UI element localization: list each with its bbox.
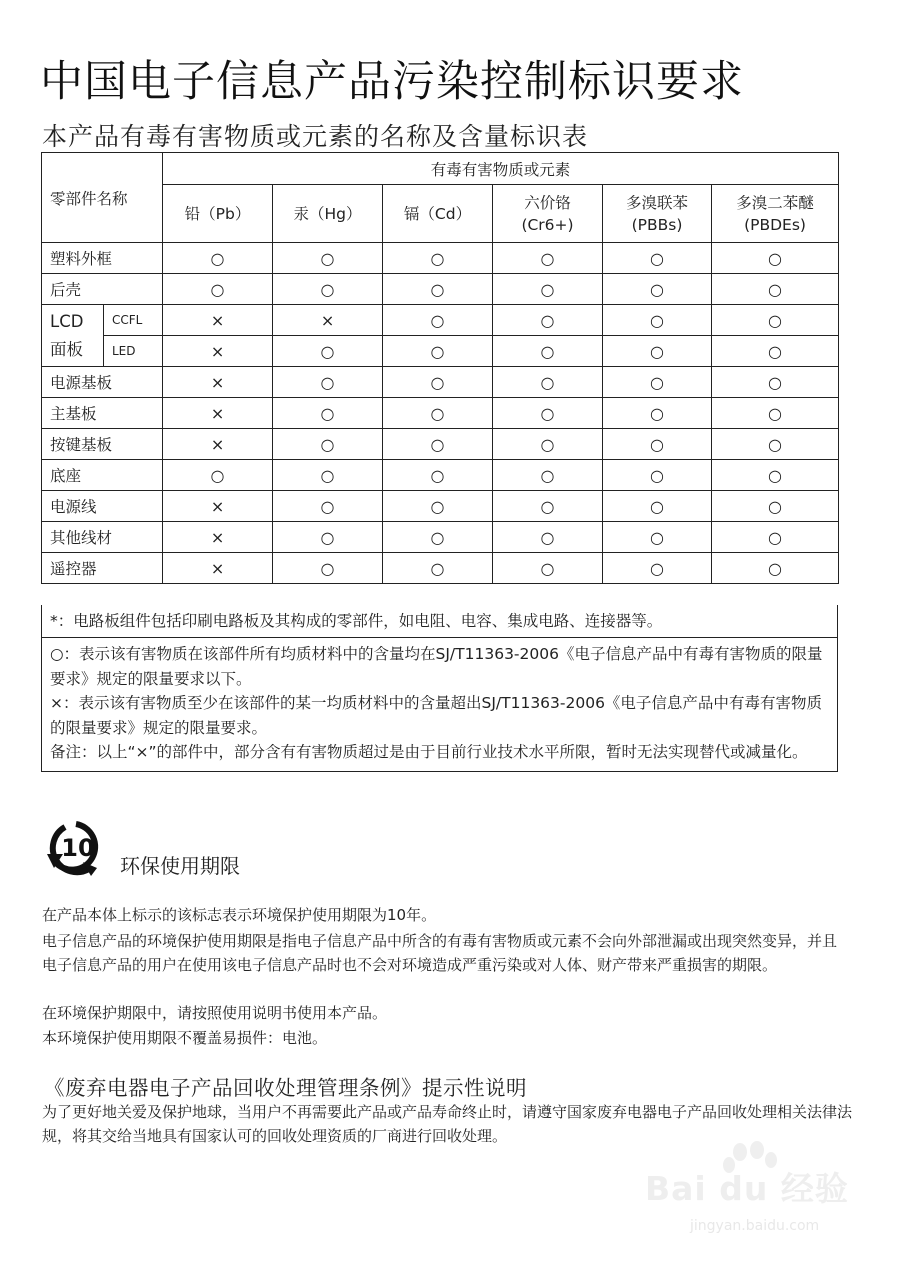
row-label: 底座 [42, 460, 163, 491]
table-row [42, 460, 839, 491]
mark-cell: × [163, 367, 273, 398]
mark-cell: ○ [383, 491, 493, 522]
mark-cell: ○ [603, 491, 712, 522]
mark-cell: ○ [603, 367, 712, 398]
hazardous-substance-table [41, 152, 839, 584]
table-row [42, 305, 839, 336]
row-label: 其他线材 [42, 522, 163, 553]
mark-cell: ○ [273, 522, 383, 553]
mark-cell: ○ [383, 274, 493, 305]
mark-cell: ○ [383, 336, 493, 367]
table-row [42, 336, 839, 367]
mark-cell: × [163, 336, 273, 367]
mark-cell: ○ [493, 460, 603, 491]
recycle-paragraph: 为了更好地关爱及保护地球，当用户不再需要此产品或产品寿命终止时，请遵守国家废弃电器电子产品回收处理相关法律法规，将其交给当地具有国家认可的回收处理资质的厂商进行回收处理。 [42, 1103, 853, 1145]
footnote-star: *：电路板组件包括印刷电路板及其构成的零部件，如电阻、电容、集成电路、连接器等。 [42, 605, 837, 638]
row-label: LED [104, 336, 163, 367]
mark-cell: ○ [273, 460, 383, 491]
mark-cell: ○ [273, 336, 383, 367]
mark-cell: ○ [712, 305, 839, 336]
table-row [42, 398, 839, 429]
row-label: 电源线 [42, 491, 163, 522]
mark-cell: ○ [603, 429, 712, 460]
mark-cell: ○ [603, 243, 712, 274]
mark-cell: ○ [383, 429, 493, 460]
column-header-pb: 铅（Pb） [163, 185, 273, 243]
mark-cell: ○ [603, 522, 712, 553]
mark-cell: ○ [603, 398, 712, 429]
mark-cell: × [163, 491, 273, 522]
section-title-recycle: 《废弃电器电子产品回收处理管理条例》提示性说明 [44, 1076, 527, 1100]
table-row [42, 553, 839, 584]
mark-cell: ○ [273, 429, 383, 460]
mark-cell: ○ [493, 243, 603, 274]
mark-cell: ○ [712, 336, 839, 367]
mark-cell: × [163, 305, 273, 336]
mark-cell: ○ [603, 336, 712, 367]
mark-cell: × [273, 305, 383, 336]
mark-cell: × [163, 522, 273, 553]
mark-cell: ○ [163, 243, 273, 274]
mark-cell: ○ [603, 274, 712, 305]
mark-cell: ○ [383, 460, 493, 491]
mark-cell: ○ [493, 522, 603, 553]
mark-cell: ○ [273, 491, 383, 522]
column-header-cd: 镉（Cd） [383, 185, 493, 243]
mark-cell: ○ [163, 274, 273, 305]
part-name-header: 零部件名称 [42, 153, 163, 243]
mark-cell: ○ [712, 367, 839, 398]
life-paragraph: 在产品本体上标示的该标志表示环境保护使用期限为10年。 [42, 906, 437, 924]
mark-cell: ○ [383, 398, 493, 429]
row-label: 塑料外框 [42, 243, 163, 274]
table-footnotes [41, 605, 838, 772]
mark-cell: × [163, 398, 273, 429]
page-title: 中国电子信息产品污染控制标识要求 [40, 57, 744, 107]
table-row [42, 491, 839, 522]
mark-cell: ○ [163, 460, 273, 491]
mark-cell: ○ [273, 367, 383, 398]
table-row [42, 274, 839, 305]
watermark-url: jingyan.baidu.com [690, 1218, 820, 1234]
life-paragraph: 在环境保护期限中，请按照使用说明书使用本产品。 [42, 1004, 388, 1022]
mark-cell: ○ [273, 243, 383, 274]
life-paragraph: 电子信息产品的环境保护使用期限是指电子信息产品中所含的有毒有害物质或元素不会向外部泄漏或出现突然变异，并且电子信息产品的用户在使用该电子信息产品时也不会对环境造成严重污染或对人体、财产带来严重损害的期限。 [42, 932, 838, 974]
table-row [42, 522, 839, 553]
row-label: 主基板 [42, 398, 163, 429]
mark-cell: ○ [603, 305, 712, 336]
footnote-circle: ○：表示该有害物质在该部件所有均质材料中的含量均在SJ/T11363-2006《电子信息产品中有毒有害物质的限量要求》规定的限量要求以下。 [50, 645, 823, 688]
mark-cell: ○ [273, 274, 383, 305]
mark-cell: × [163, 429, 273, 460]
column-header-cr6: 六价铬 (Cr6+) [493, 185, 603, 243]
row-label: 遥控器 [42, 553, 163, 584]
table-row [42, 367, 839, 398]
mark-cell: ○ [493, 367, 603, 398]
mark-cell: ○ [712, 274, 839, 305]
mark-cell: ○ [383, 553, 493, 584]
row-label: 后壳 [42, 274, 163, 305]
mark-cell: ○ [712, 553, 839, 584]
footnote-cross: ×：表示该有害物质至少在该部件的某一均质材料中的含量超出SJ/T11363-2006《电子信息产品中有毒有害物质的限量要求》规定的限量要求。 [50, 694, 822, 737]
mark-cell: ○ [493, 553, 603, 584]
mark-cell: ○ [603, 553, 712, 584]
mark-cell: ○ [493, 491, 603, 522]
lcd-panel-label: LCD 面板 [42, 305, 104, 367]
mark-cell: × [163, 553, 273, 584]
column-header-pbbs: 多溴联苯 (PBBs) [603, 185, 712, 243]
mark-cell: ○ [383, 367, 493, 398]
section-title-life: 环保使用期限 [120, 854, 240, 878]
mark-cell: ○ [712, 398, 839, 429]
life-paragraph: 本环境保护使用期限不覆盖易损件：电池。 [42, 1029, 328, 1047]
mark-cell: ○ [712, 243, 839, 274]
mark-cell: ○ [493, 429, 603, 460]
logo-number: 10 [61, 834, 95, 862]
mark-cell: ○ [603, 460, 712, 491]
row-label: 电源基板 [42, 367, 163, 398]
column-header-hg: 汞（Hg） [273, 185, 383, 243]
mark-cell: ○ [712, 522, 839, 553]
mark-cell: ○ [712, 460, 839, 491]
mark-cell: ○ [273, 398, 383, 429]
footnote-remark: 备注：以上“×”的部件中，部分含有有害物质超过是由于目前行业技术水平所限，暂时无法实现替代或减量化。 [50, 743, 808, 761]
mark-cell: ○ [493, 398, 603, 429]
table-row [42, 429, 839, 460]
watermark-brand: Bai du 经验 [645, 1169, 849, 1208]
row-label: 按键基板 [42, 429, 163, 460]
mark-cell: ○ [493, 305, 603, 336]
table-title: 本产品有毒有害物质或元素的名称及含量标识表 [42, 122, 589, 151]
table-row [42, 243, 839, 274]
mark-cell: ○ [712, 491, 839, 522]
mark-cell: ○ [712, 429, 839, 460]
mark-cell: ○ [493, 274, 603, 305]
mark-cell: ○ [493, 336, 603, 367]
mark-cell: ○ [383, 305, 493, 336]
mark-cell: ○ [383, 522, 493, 553]
substances-group-header: 有毒有害物质或元素 [163, 153, 839, 185]
environmental-protection-period-logo-icon [45, 818, 119, 876]
row-label: CCFL [104, 305, 163, 336]
mark-cell: ○ [383, 243, 493, 274]
mark-cell: ○ [273, 553, 383, 584]
column-header-pbdes: 多溴二苯醚 (PBDEs) [712, 185, 839, 243]
